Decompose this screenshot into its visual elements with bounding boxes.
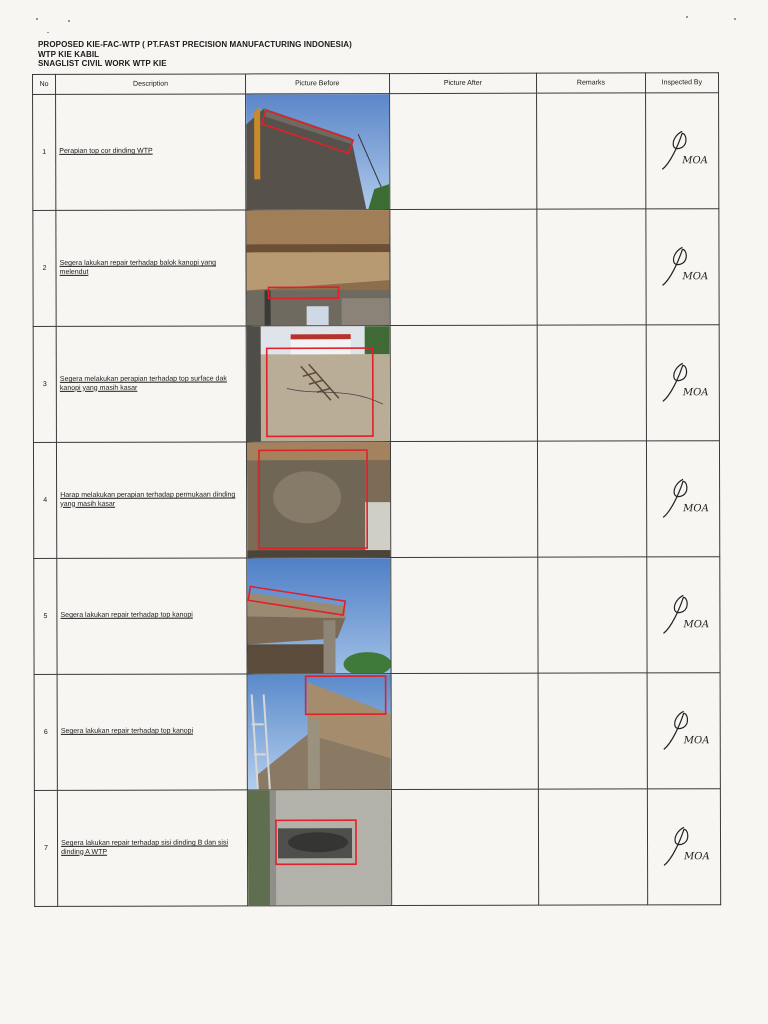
photo-canopy-top-surface bbox=[247, 326, 390, 441]
table-row bbox=[33, 441, 719, 559]
remarks-cell bbox=[538, 441, 647, 557]
row-description-cell bbox=[56, 326, 246, 442]
row-description-cell bbox=[57, 558, 247, 674]
column-header-description: Description bbox=[56, 74, 246, 94]
picture-after-cell bbox=[389, 93, 537, 209]
row-number: 1 bbox=[33, 94, 56, 210]
inspected-by-cell bbox=[646, 441, 720, 557]
inspected-by-cell bbox=[646, 557, 720, 673]
table-row bbox=[33, 93, 719, 211]
row-description-cell bbox=[57, 442, 247, 558]
row-description: Segera lakukan repair terhadap top kanopi bbox=[60, 727, 194, 736]
inspected-by-cell bbox=[646, 325, 720, 441]
row-description: Segera lakukan repair terhadap sisi dinding B dan sisi dinding A WTP bbox=[61, 839, 229, 856]
inspector-signature bbox=[652, 123, 712, 179]
column-header-remarks: Remarks bbox=[537, 73, 646, 93]
inspector-signature bbox=[653, 703, 713, 759]
inspector-initials: MOA bbox=[683, 734, 710, 746]
column-header-picture-before: Picture Before bbox=[245, 74, 389, 94]
row-description-cell bbox=[57, 674, 247, 790]
inspector-signature bbox=[652, 239, 712, 295]
picture-after-cell bbox=[390, 325, 538, 441]
scan-speck bbox=[47, 32, 49, 33]
photo-wall-sides bbox=[248, 790, 391, 905]
picture-after-cell bbox=[390, 557, 538, 673]
scan-speck bbox=[734, 18, 736, 20]
picture-before-cell bbox=[246, 442, 390, 558]
inspected-by-cell bbox=[646, 209, 720, 325]
inspector-initials: MOA bbox=[682, 502, 709, 514]
inspector-initials: MOA bbox=[682, 270, 709, 282]
row-description-cell bbox=[56, 210, 246, 326]
scan-speck bbox=[68, 20, 70, 22]
picture-after-cell bbox=[390, 441, 538, 557]
row-number: 6 bbox=[34, 674, 57, 790]
row-description: Perapian top cor dinding WTP bbox=[59, 147, 153, 156]
picture-before-cell bbox=[246, 210, 390, 326]
table-row bbox=[33, 325, 719, 443]
scan-speck bbox=[686, 16, 688, 18]
remarks-cell bbox=[537, 325, 646, 441]
photo-wall-top bbox=[246, 94, 389, 209]
inspector-initials: MOA bbox=[682, 154, 708, 166]
picture-before-cell bbox=[247, 790, 391, 906]
inspector-initials: MOA bbox=[683, 618, 709, 630]
picture-before-cell bbox=[247, 674, 391, 790]
picture-before-cell bbox=[246, 326, 390, 442]
remarks-cell bbox=[538, 673, 647, 789]
row-description-cell bbox=[56, 94, 246, 210]
remarks-cell bbox=[538, 557, 647, 673]
row-number: 7 bbox=[34, 790, 57, 906]
header-site-line: WTP KIE KABIL bbox=[38, 49, 100, 59]
remarks-cell bbox=[537, 93, 646, 209]
row-description: Harap melakukan perapian terhadap permukaan dinding yang masih kasar bbox=[60, 491, 236, 508]
inspector-signature bbox=[653, 587, 713, 643]
remarks-cell bbox=[539, 789, 648, 905]
table-row bbox=[34, 673, 720, 791]
row-description: Segera melakukan perapian terhadap top surface dak kanopi yang masih kasar bbox=[59, 375, 227, 392]
row-number: 4 bbox=[33, 442, 56, 558]
inspector-signature bbox=[653, 471, 713, 527]
photo-canopy-beam bbox=[246, 210, 389, 325]
picture-after-cell bbox=[391, 673, 539, 789]
picture-before-cell bbox=[245, 94, 389, 210]
inspector-signature bbox=[654, 819, 714, 875]
table-header-row bbox=[33, 73, 719, 95]
inspector-initials: MOA bbox=[682, 386, 709, 398]
inspected-by-cell bbox=[645, 93, 719, 209]
photo-rough-wall bbox=[247, 442, 390, 557]
row-number: 5 bbox=[34, 558, 57, 674]
picture-before-cell bbox=[247, 558, 391, 674]
header-project-line: PROPOSED KIE-FAC-WTP ( PT.FAST PRECISION MANUFACTURING INDONESIA) bbox=[38, 40, 352, 49]
snaglist-table bbox=[32, 72, 721, 907]
snaglist-sheet bbox=[32, 72, 721, 907]
table-row bbox=[33, 209, 719, 327]
inspector-initials: MOA bbox=[683, 850, 710, 862]
photo-canopy-top-1 bbox=[247, 558, 390, 673]
table-row bbox=[34, 557, 720, 675]
inspector-signature bbox=[653, 355, 713, 411]
row-description: Segera lakukan repair terhadap balok kanopi yang melendut bbox=[59, 259, 217, 276]
inspected-by-cell bbox=[647, 789, 721, 905]
remarks-cell bbox=[537, 209, 646, 325]
scan-speck bbox=[36, 18, 38, 20]
row-number: 2 bbox=[33, 210, 56, 326]
header-title-line: SNAGLIST CIVIL WORK WTP KIE bbox=[38, 59, 167, 68]
column-header-picture-after: Picture After bbox=[389, 73, 537, 93]
row-number: 3 bbox=[33, 326, 56, 442]
document-header bbox=[38, 40, 352, 69]
row-description-cell bbox=[57, 790, 247, 906]
row-description: Segera lakukan repair terhadap top kanopi bbox=[60, 611, 193, 620]
picture-after-cell bbox=[389, 209, 537, 325]
column-header-no: No bbox=[33, 74, 56, 94]
picture-after-cell bbox=[391, 789, 539, 905]
column-header-inspected-by: Inspected By bbox=[645, 73, 718, 93]
table-row bbox=[34, 789, 720, 907]
inspected-by-cell bbox=[647, 673, 721, 789]
photo-canopy-top-2 bbox=[247, 674, 390, 789]
